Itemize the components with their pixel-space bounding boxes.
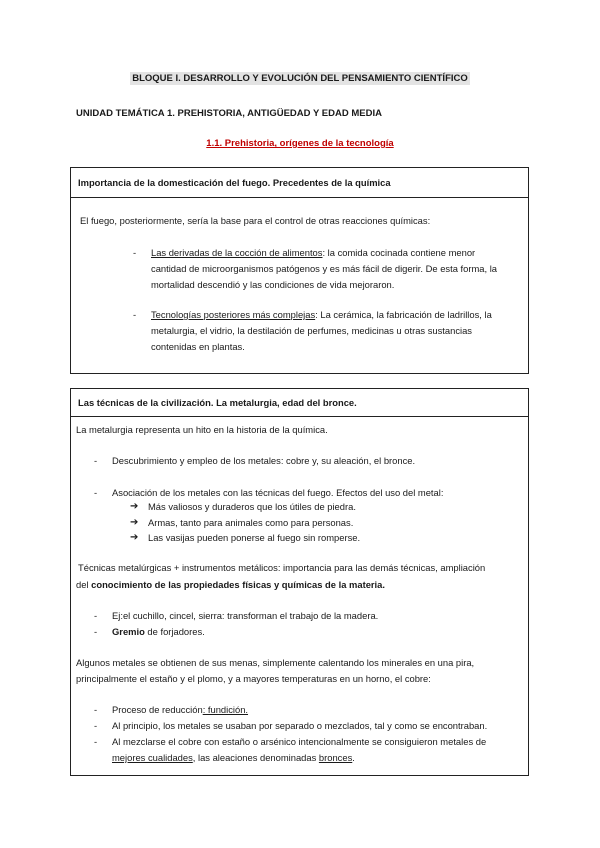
bullet-dash: -: [94, 487, 98, 498]
paragraph-line: Técnicas metalúrgicas + instrumentos metálicos: importancia para las demás técnicas, ampliación: [78, 562, 486, 573]
bullet-line: Ej:el cuchillo, cincel, sierra: transforman el trabajo de la madera.: [112, 610, 379, 621]
fire-domestication-box: [70, 167, 529, 374]
bullet-line: Tecnologías posteriores más complejas: La cerámica, la fabricación de ladrillos, la: [151, 309, 492, 320]
bullet-line: Al mezclarse el cobre con estaño o arsénico intencionalmente se consiguieron metales de: [112, 736, 487, 747]
bullet-line: metalurgia, el vidrio, la destilación de perfumes, medicinas u otras sustancias: [151, 325, 472, 336]
bullet-dash: -: [133, 247, 137, 258]
block-title: BLOQUE I. DESARROLLO Y EVOLUCIÓN DEL PENSAMIENTO CIENTÍFICO: [132, 73, 468, 84]
bullet-dash: -: [94, 610, 98, 621]
box-header: [71, 168, 528, 198]
intro-text: La metalurgia representa un hito en la historia de la química.: [76, 424, 328, 435]
bullet-dash: -: [94, 704, 98, 715]
bullet-line: mejores cualidades, las aleaciones denominadas bronces.: [112, 752, 355, 763]
bullet-line: Descubrimiento y empleo de los metales: cobre y, su aleación, el bronce.: [112, 455, 416, 466]
metallurgy-box: [70, 388, 529, 776]
bullet-line: Al principio, los metales se usaban por separado o mezclados, tal y como se encontraban.: [112, 720, 488, 731]
bullet-line: Las derivadas de la cocción de alimentos: la comida cocinada contiene menor: [151, 247, 476, 258]
bullet-line: contenidas en plantas.: [151, 341, 245, 352]
bullet-line: Gremio de forjadores.: [112, 626, 205, 637]
box-title: Las técnicas de la civilización. La metalurgia, edad del bronce.: [78, 397, 357, 408]
paragraph-line: principalmente el estaño y el plomo, y a mayores temperaturas en un horno, el cobre:: [76, 673, 431, 684]
arrow-item: Las vasijas pueden ponerse al fuego sin romperse.: [148, 532, 361, 543]
arrow-icon: ➔: [130, 517, 139, 528]
unit-title: UNIDAD TEMÁTICA 1. PREHISTORIA, ANTIGÜEDAD Y EDAD MEDIA: [76, 108, 382, 119]
bullet-line: Asociación de los metales con las técnicas del fuego. Efectos del uso del metal:: [112, 487, 444, 498]
section-title: 1.1. Prehistoria, orígenes de la tecnología: [206, 138, 394, 149]
paragraph-line: del conocimiento de las propiedades físicas y químicas de la materia.: [76, 579, 385, 590]
intro-text: El fuego, posteriormente, sería la base para el control de otras reacciones químicas:: [80, 215, 431, 226]
paragraph-line: Algunos metales se obtienen de sus menas, simplemente calentando los minerales en una pira,: [76, 657, 475, 668]
bullet-dash: -: [133, 309, 137, 320]
bullet-dash: -: [94, 626, 98, 637]
arrow-item: Armas, tanto para animales como para personas.: [148, 517, 354, 528]
arrow-item: Más valiosos y duraderos que los útiles de piedra.: [148, 501, 356, 512]
arrow-icon: ➔: [130, 532, 139, 543]
bullet-dash: -: [94, 736, 98, 747]
box-title: Importancia de la domesticación del fuego. Precedentes de la química: [78, 177, 391, 188]
bullet-line: mortalidad descendió y las condiciones de vida mejoraron.: [151, 279, 395, 290]
bullet-dash: -: [94, 455, 98, 466]
bullet-dash: -: [94, 720, 98, 731]
box-header: [71, 389, 528, 417]
arrow-icon: ➔: [130, 501, 139, 512]
bullet-line: Proceso de reducción: fundición.: [112, 704, 249, 715]
bullet-line: cantidad de microorganismos patógenos y es más fácil de digerir. De esta forma, la: [151, 263, 498, 274]
